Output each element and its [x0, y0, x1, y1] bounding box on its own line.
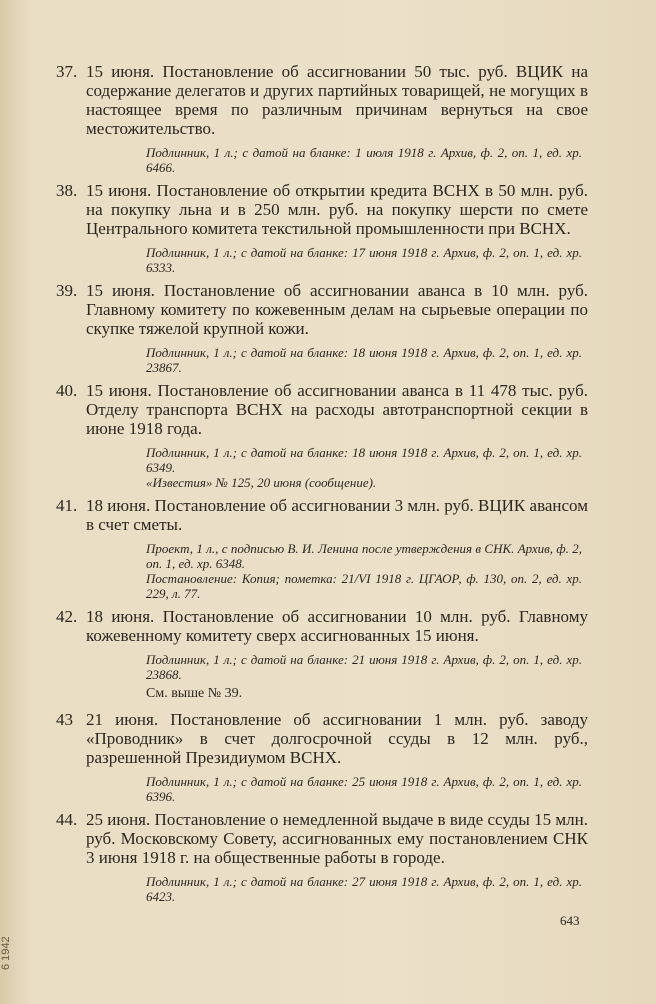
entry-number: 38. [56, 181, 78, 200]
entry-text: 15 июня. Постановление об ассигновании аванса в 10 млн. руб. Главному комитету по кожевенным делам на сырьевые операции по скупке тяжелой крупной кожи. [86, 281, 588, 338]
list-item [56, 181, 588, 275]
entry-text: 15 июня. Постановление об открытии кредита ВСНХ в 50 млн. руб. на покупку льна и в 250 млн. руб. на покупку шерсти по смете Центрального комитета текстильной промышленности при ВСНХ. [86, 181, 588, 238]
list-item [56, 810, 588, 904]
source-note: Подлинник, 1 л.; с датой на бланке: 1 июля 1918 г. Архив, ф. 2, оп. 1, ед. хр. 6466. [146, 145, 582, 175]
page-number: 643 [560, 913, 580, 928]
entry-number: 42. [56, 607, 78, 626]
source-note: Подлинник, 1 л.; с датой на бланке: 21 июня 1918 г. Архив, ф. 2, оп. 1, ед. хр. 23868. [146, 652, 582, 682]
entry-text: 25 июня. Постановление о немедленной выдаче в виде ссуды 15 млн. руб. Московскому Совету, ассигнованных ему постановлением СНК 3 июня 1918 г. на общественные работы в городе. [86, 810, 588, 867]
entry-number: 43 [56, 710, 73, 729]
source-note: Подлинник, 1 л.; с датой на бланке: 17 июня 1918 г. Архив, ф. 2, оп. 1, ед. хр. 6333. [146, 245, 582, 275]
list-item [56, 281, 588, 375]
entry-text: 18 июня. Постановление об ассигновании 10 млн. руб. Главному кожевенному комитету сверх ассигнованных 15 июня. [86, 607, 588, 645]
list-item [56, 62, 588, 175]
list-item [56, 710, 588, 804]
source-note: Подлинник, 1 л.; с датой на бланке: 27 июня 1918 г. Архив, ф. 2, оп. 1, ед. хр. 6423. [146, 874, 582, 904]
entry-number: 41. [56, 496, 78, 515]
source-note: Подлинник, 1 л.; с датой на бланке: 18 июня 1918 г. Архив, ф. 2, оп. 1, ед. хр. 23867. [146, 345, 582, 375]
document-list [56, 62, 588, 910]
source-note: Проект, 1 л., с подписью В. И. Ленина после утверждения в СНК. Архив, ф. 2, оп. 1, ед. хр. 6348. [146, 541, 582, 571]
entry-number: 44. [56, 810, 78, 829]
entry-number: 37. [56, 62, 78, 81]
entry-number: 40. [56, 381, 78, 400]
spine-mark: 6 1942 [0, 936, 12, 970]
list-item [56, 381, 588, 490]
entry-text: 21 июня. Постановление об ассигновании 1 млн. руб. заводу «Проводник» в счет долгосрочной ссуды в 12 млн. руб., разрешенной Президиумом ВСНХ. [86, 710, 588, 767]
cross-reference: См. выше № 39. [146, 686, 243, 701]
list-item [56, 607, 588, 702]
entry-number: 39. [56, 281, 78, 300]
source-note: Постановление: Копия; пометка: 21/VI 1918 г. ЦГАОР, ф. 130, оп. 2, ед. хр. 229, л. 77. [146, 571, 582, 601]
entry-text: 15 июня. Постановление об ассигновании аванса в 11 478 тыс. руб. Отделу транспорта ВСНХ на расходы автотранспортной секции в июне 1918 года. [86, 381, 588, 438]
source-note: Подлинник, 1 л.; с датой на бланке: 25 июня 1918 г. Архив, ф. 2, оп. 1, ед. хр. 6396. [146, 774, 582, 804]
list-item [56, 496, 588, 601]
source-note: «Известия» № 125, 20 июня (сообщение). [146, 475, 377, 490]
source-note: Подлинник, 1 л.; с датой на бланке: 18 июня 1918 г. Архив, ф. 2, оп. 1, ед. хр. 6349. [146, 445, 582, 475]
entry-text: 18 июня. Постановление об ассигновании 3 млн. руб. ВЦИК авансом в счет сметы. [86, 496, 588, 534]
entry-text: 15 июня. Постановление об ассигновании 50 тыс. руб. ВЦИК на содержание делегатов и других партийных товарищей, не могущих в настоящее время по различным причинам вернуться на свое местожительство. [86, 62, 588, 138]
